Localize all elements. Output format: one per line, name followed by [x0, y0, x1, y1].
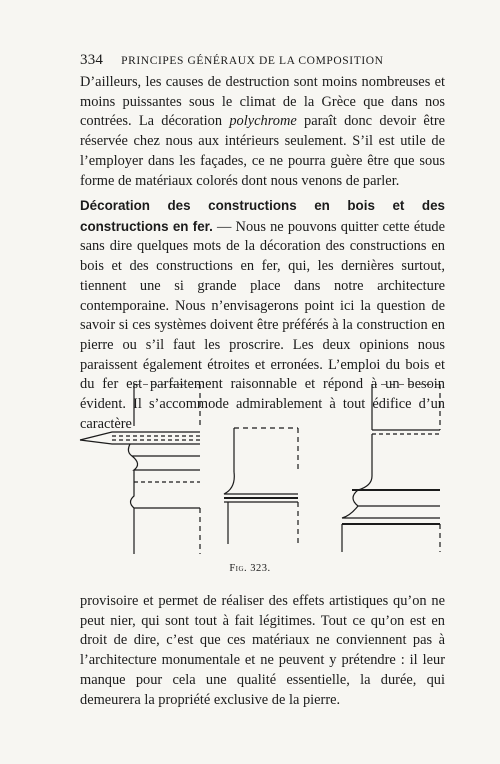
section-heading: Décoration des constructions en bois et des constructions en fer. [80, 198, 445, 234]
running-title: PRINCIPES GÉNÉRAUX DE LA COMPOSITION [121, 55, 384, 67]
figure-illustration [72, 384, 442, 556]
page-number: 334 [80, 52, 104, 68]
figure-caption-text: Fig. 323. [229, 563, 271, 574]
moulding-profile-1 [80, 384, 200, 554]
paragraph-conclusion: provisoire et permet de réaliser des effets artistiques qu’on ne peut nier, qui sont tout à fait légitimes. Tout ce qu’on est en droit de dire, c’est que ces matériaux ne conviennent pas à l’architecture monumentale et ne peuvent y prétendre : il leur manque pour cela une qualité essentielle, la durée, qui demeurera la propriété exclusive de la pierre. [80, 593, 445, 708]
section-text: — Nous ne pouvons quitter cette étude sans dire quelques mots de la décoration des constructions en bois et des constructions en fer, qui, les dernières surtout, tiennent une si grande place dans notre architecture contemporaine. Nous n’envisagerons point ici la question de savoir si ces systèmes doivent être préférés à la construction en pierre ou s’il faut les proscrire. Les deux opinions nous paraissent également étroites et erronées. L’emploi du bois et du fer est parfaitement raisonnable et répond à un besoin évident. Il s’accommode admirablement à tout édifice d’un caractère [80, 218, 446, 432]
paragraph-intro [80, 73, 445, 191]
moulding-profile-3 [342, 384, 440, 552]
italic-term: polychrome [229, 113, 297, 130]
moulding-profile-2 [224, 428, 298, 544]
paragraph-intro-text: D’ailleurs, les causes de destruction sont moins nombreuses et moins puissantes sous le climat de la Grèce que dans nos contrées. La décoration [80, 74, 445, 130]
figure-caption [0, 563, 500, 574]
paragraph-intro-text-end: paraît donc devoir être réservée chez nous aux intérieurs seulement. S’il est utile de l’employer dans les façades, ce ne pourra guère être que sous forme de matériaux colorés dont nous venons de parler. [80, 113, 445, 189]
page-header [80, 52, 445, 69]
